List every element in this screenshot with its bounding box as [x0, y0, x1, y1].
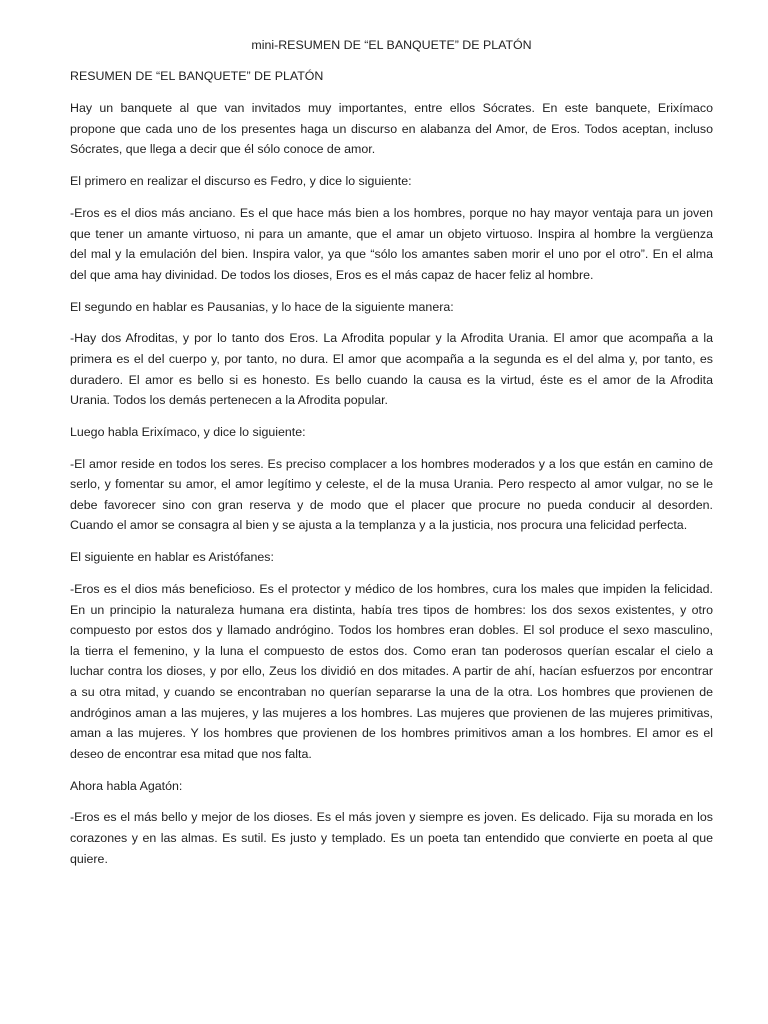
paragraph-line: quiere. — [70, 851, 108, 866]
page-title: mini-RESUMEN DE “EL BANQUETE” DE PLATÓN — [251, 37, 532, 52]
paragraph-line: deseo de encontrar esa mitad que nos falta. — [70, 746, 312, 761]
paragraph-line: debe favorecer sino con gran reserva y de modo que el placer que procure no pueda conducir al desorden. — [70, 497, 713, 512]
paragraph-line: Ahora habla Agatón: — [70, 778, 183, 793]
paragraph-line: -Eros es el dios más anciano. Es el que hace más bien a los hombres, porque no hay mayor ventaja para un joven — [70, 206, 713, 220]
paragraph-line: a su otra mitad, y cuando se encontraban no querían separarse la una de la otra. Los hombres que provienen de — [70, 685, 713, 699]
aristofanes-speech — [70, 579, 713, 764]
paragraph-line: Hay un banquete al que van invitados muy importantes, entre ellos Sócrates. En este banquete, Erixímaco — [70, 101, 713, 116]
section-heading: RESUMEN DE “EL BANQUETE” DE PLATÓN — [70, 69, 324, 84]
pausanias-intro — [70, 297, 713, 318]
paragraph-line: Urania. Todos los demás pertenecen a la Afrodita popular. — [70, 393, 388, 408]
pausanias-speech — [70, 328, 713, 410]
paragraph-line: luchar contra los dioses, y por ello, Zeus los dividió en dos mitades. A partir de ahí, hacían esfuerzos por encontrar — [70, 664, 713, 679]
paragraph-line: primera es el del cuerpo y, por tanto, no dura. El amor que acompaña a la segunda es el del alma y, por tanto, es — [70, 351, 713, 366]
paragraph-line: compuesto por estos dos y llamado andrógino. Todos los hombres eran dobles. El sol produce el sexo masculino, — [70, 623, 713, 638]
fedro-speech — [70, 203, 713, 285]
paragraph-line: Sócrates, que llega a decir que él sólo conoce de amor. — [70, 142, 376, 157]
paragraph-line: Luego habla Erixímaco, y dice lo siguiente: — [70, 424, 306, 439]
paragraph-line: Cuando el amor se consagra al bien y se ajusta a la templanza y a la justicia, nos procura una felicidad perfecta. — [70, 518, 688, 533]
intro-paragraph — [70, 98, 713, 160]
paragraph-line: El segundo en hablar es Pausanias, y lo hace de la siguiente manera: — [70, 299, 454, 314]
paragraph-line: la tierra el femenino, y la luna el compuesto de estos dos. Como eran tan poderosos querían escalar el cielo a — [70, 643, 713, 658]
document-page — [70, 35, 713, 881]
paragraph-line: que tener un amante virtuoso, ni para un amante, que el amar un objeto virtuoso. Inspira al hombre la vergüenza — [70, 226, 713, 241]
paragraph-line: aman a las mujeres. Y los hombres que provienen de los hombres primitivos aman a los hombres. El amor es el — [70, 726, 713, 741]
paragraph-line: serlo, y fomentar su amor, el amor legítimo y celeste, el de la musa Urania. Pero respecto al amor vulgar, no se le — [70, 477, 713, 492]
paragraph-line: del que ama hay divinidad. De todos los dioses, Eros es el más capaz de hacer feliz al hombre. — [70, 267, 594, 282]
paragraph-line: -Hay dos Afroditas, y por lo tanto dos Eros. La Afrodita popular y la Afrodita Urania. El amor que acompaña a la — [70, 331, 713, 346]
aristofanes-intro — [70, 547, 713, 568]
agaton-speech — [70, 807, 713, 869]
eriximaco-speech — [70, 454, 713, 536]
paragraph-line: propone que cada uno de los presentes haga un discurso en alabanza del Amor, de Eros. Todos aceptan, incluso — [70, 121, 713, 136]
paragraph-line: -Eros es el dios más beneficioso. Es el protector y médico de los hombres, cura los males que impiden la felicidad. — [70, 582, 713, 597]
paragraph-line: -Eros es el más bello y mejor de los dioses. Es el más joven y siempre es joven. Es delicado. Fija su morada en los — [70, 810, 713, 825]
paragraph-line: duradero. El amor es bello si es honesto. Es bello cuando la causa es la virtud, éste es el amor de la Afrodita — [70, 372, 713, 387]
paragraph-line: El primero en realizar el discurso es Fedro, y dice lo siguiente: — [70, 174, 412, 189]
fedro-intro — [70, 171, 713, 192]
paragraph-line: del mal y la emulación del bien. Inspira valor, ya que “sólo los amantes saben morir el uno por el otro”. En el alma — [70, 247, 713, 262]
eriximaco-intro — [70, 422, 713, 443]
paragraph-line: El siguiente en hablar es Aristófanes: — [70, 550, 274, 565]
paragraph-line: andróginos aman a las mujeres, y las mujeres a los hombres. Las mujeres que provienen de las mujeres primitivas, — [70, 705, 713, 720]
paragraph-line: -El amor reside en todos los seres. Es preciso complacer a los hombres moderados y a los que están en camino de — [70, 456, 713, 471]
paragraph-line: corazones y en las almas. Es sutil. Es justo y templado. Es un poeta tan entendido que convierte en poeta al que — [70, 830, 713, 845]
agaton-intro — [70, 776, 713, 797]
paragraph-line: En un principio la naturaleza humana era distinta, había tres tipos de hombres: los dos sexos existentes, y otro — [70, 602, 713, 617]
